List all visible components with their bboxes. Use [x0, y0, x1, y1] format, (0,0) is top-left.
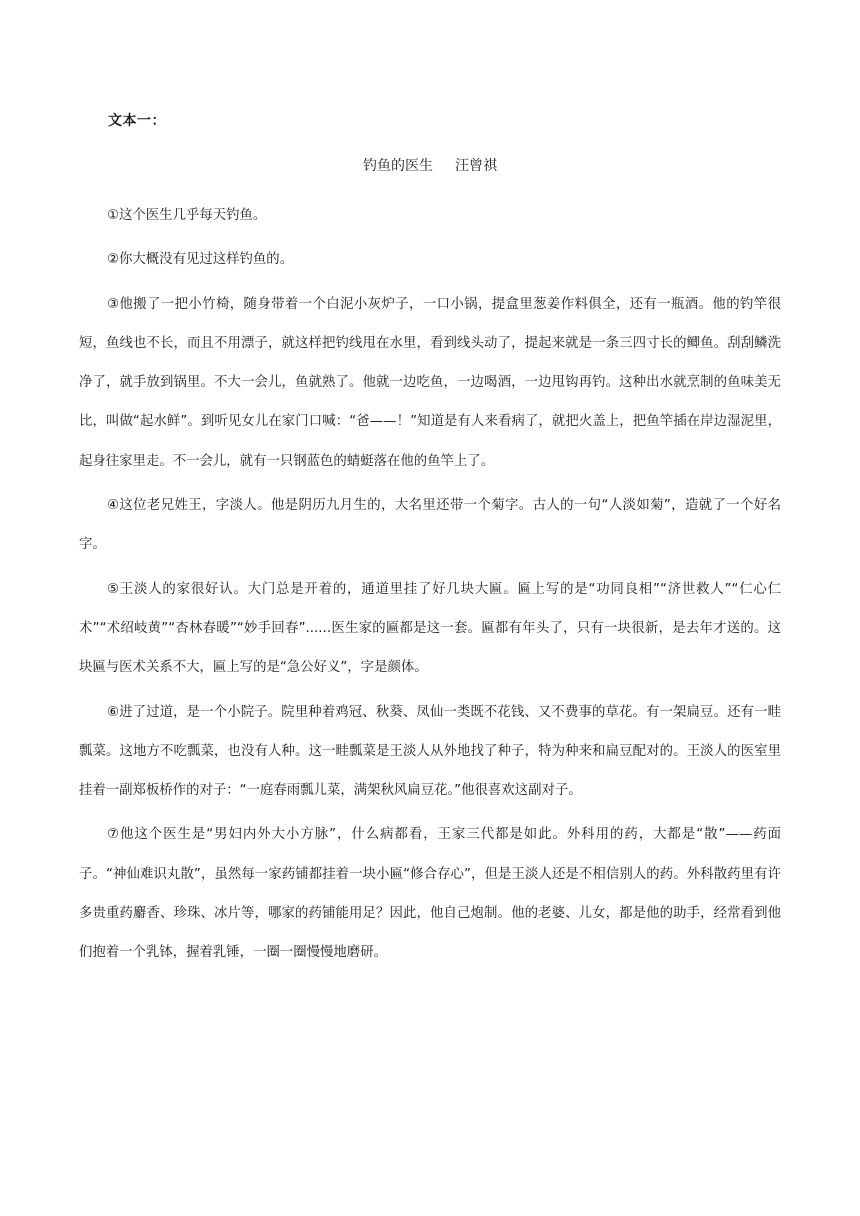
paragraph-1: ①这个医生几乎每天钓鱼。: [107, 208, 267, 223]
article-author: 汪曾祺: [455, 158, 497, 174]
article-body: [79, 196, 781, 978]
paragraph-6: ⑥进了过道，是一个小院子。院里种着鸡冠、秋葵、凤仙一类既不花钱、又不费事的草花。有一架扁豆。还有一畦瓢菜。这地方不吃瓢菜，也没有人种。这一畦瓢菜是王淡人从外地找了种子，特为种来和扁豆配对的。王淡人的医室里挂着一副郑板桥作的对子：“一庭春雨瓢儿菜，满架秋风扁豆花。”他很喜欢这副对子。: [79, 704, 781, 799]
paragraph-5: ⑤王淡人的家很好认。大门总是开着的，通道里挂了好几块大匾。匾上写的是“功同良相”“济世救人”“仁心仁术”“术绍岐黄”“杏林春暖”“妙手回春”......医生家的匾都是这一套。匾都有年头了，只有一块很新，是去年才送的。这块匾与医术关系不大，匾上写的是“急公好义”，字是颜体。: [79, 581, 781, 676]
paragraph-3: ③他搬了一把小竹椅，随身带着一个白泥小灰炉子，一口小锅，提盒里葱姜作料俱全，还有一瓶酒。他的钓竿很短，鱼线也不长，而且不用漂子，就这样把钓线甩在水里，看到线头动了，提起来就是一条三四寸长的鲫鱼。刮刮鳞洗净了，就手放到锅里。不大一会儿，鱼就熟了。他就一边吃鱼，一边喝酒，一边甩钩再钓。这种出水就烹制的鱼味美无比，叫做“起水鲜”。到听见女儿在家门口喊：“爸——！”知道是有人来看病了，就把火盖上，把鱼竿插在岸边湿泥里，起身往家里走。不一会儿，就有一只钢蓝色的蜻蜓落在他的鱼竿上了。: [79, 296, 781, 469]
paragraph-7: ⑦他这个医生是“男妇内外大小方脉”，什么病都看，王家三代都是如此。外科用的药，大都是“散”——药面子。“神仙难识丸散”，虽然每一家药铺都挂着一块小匾“修合存心”，但是王淡人还是不相信别人的药。外科散药里有许多贵重药麝香、珍珠、冰片等，哪家的药铺能用足？因此，他自己炮制。他的老婆、儿女，都是他的助手，经常看到他们抱着一个乳钵，握着乳锤，一圈一圈慢慢地磨研。: [79, 827, 781, 961]
article-heading: [0, 155, 860, 175]
section-label: 文本一：: [108, 113, 166, 129]
paragraph-2: ②你大概没有见过这样钓鱼的。: [107, 252, 294, 268]
article-title: 钓鱼的医生: [363, 158, 433, 174]
paragraph-4: ④这位老兄姓王，字淡人。他是阴历九月生的，大名里还带一个菊字。古人的一句“人淡如菊”，造就了一个好名字。: [79, 498, 781, 553]
